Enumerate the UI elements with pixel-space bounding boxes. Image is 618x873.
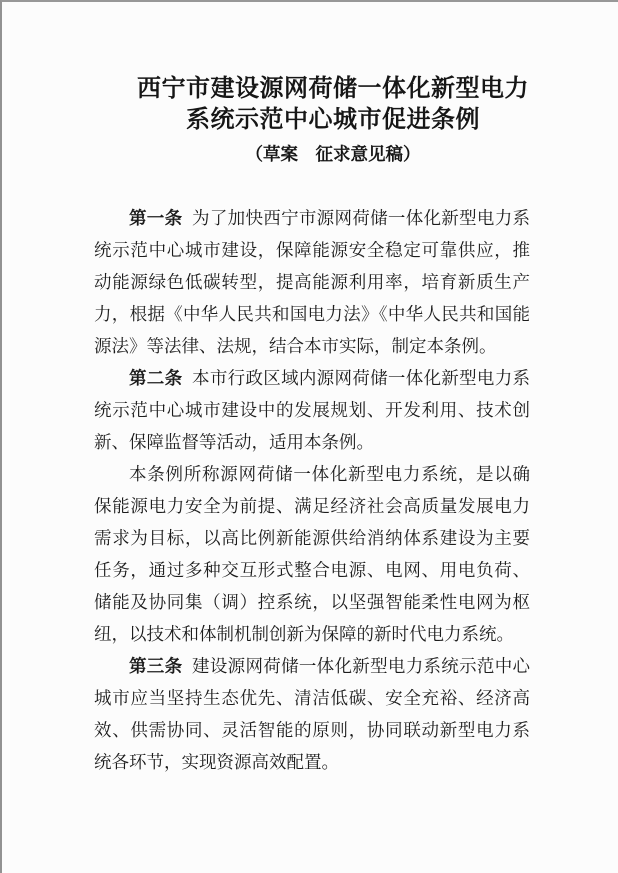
paragraph-article-3 <box>94 650 530 778</box>
article-1-text: 为了加快西宁市源网荷储一体化新型电力系统示范中心城市建设，保障能源安全稳定可靠供应，推动能源绿色低碳转型，提高能源利用率，培育新质生产力，根据《中华人民共和国电力法》《中华人民共和国能源法》等法律、法规，结合本市实际，制定本条例。 <box>94 208 531 356</box>
article-1-number: 第一条 <box>129 208 183 228</box>
article-2-number: 第二条 <box>129 368 183 388</box>
article-3-text: 建设源网荷储一体化新型电力系统示范中心城市应当坚持生态优先、清洁低碳、安全充裕、经济高效、供需协同、灵活智能的原则，协同联动新型电力系统各环节，实现资源高效配置。 <box>94 656 531 772</box>
document-title <box>25 73 618 135</box>
paragraph-article-2-definition <box>94 458 530 650</box>
paragraph-article-2 <box>94 362 530 458</box>
document-body <box>2 202 618 778</box>
title-line-1: 西宁市建设源网荷储一体化新型电力 <box>137 75 529 102</box>
title-line-2: 系统示范中心城市促进条例 <box>186 106 480 133</box>
article-3-number: 第三条 <box>129 656 183 676</box>
definition-text: 本条例所称源网荷储一体化新型电力系统，是以确保能源电力安全为前提、满足经济社会高质量发展电力需求为目标，以高比例新能源供给消纳体系建设为主要任务，通过多种交互形式整合电源、电网、用电负荷、储能及协同集（调）控系统，以坚强智能柔性电网为枢纽，以技术和体制机制创新为保障的新时代电力系统。 <box>94 464 530 644</box>
article-2-text: 本市行政区域内源网荷储一体化新型电力系统示范中心城市建设中的发展规划、开发利用、技术创新、保障监督等活动，适用本条例。 <box>94 368 531 452</box>
document-subtitle: （草案 征求意见稿） <box>245 144 421 164</box>
document-header <box>25 2 618 166</box>
paragraph-article-1 <box>94 202 530 362</box>
